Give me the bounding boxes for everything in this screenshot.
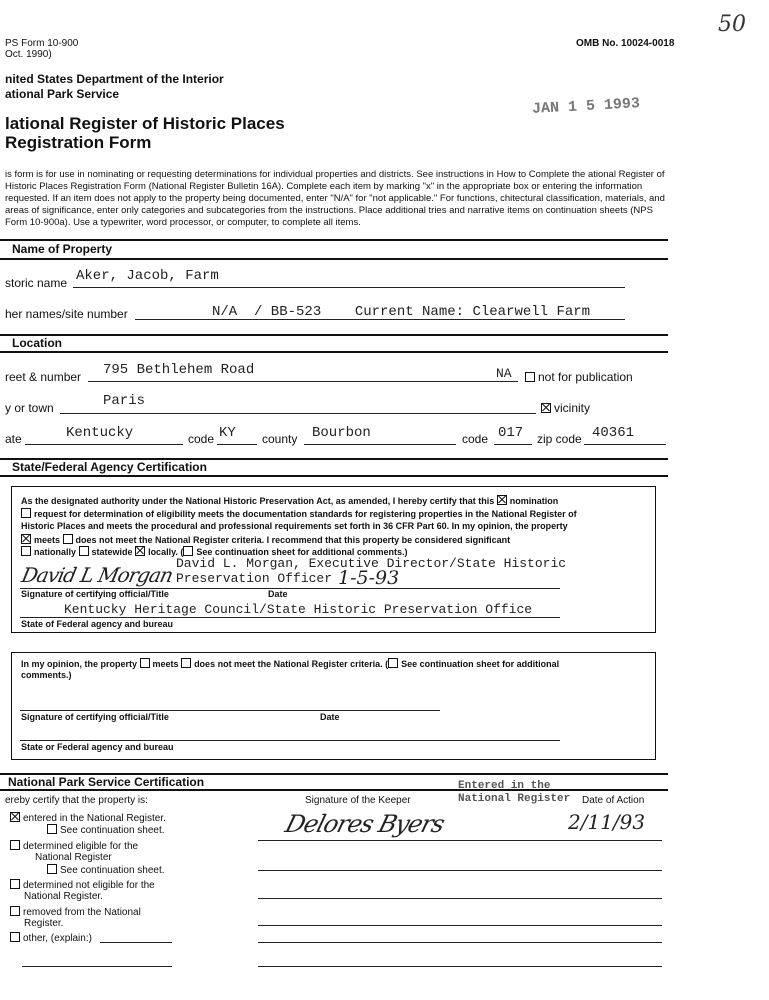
opinion-line-1: In my opinion, the property meets does not meet the National Register criteria. ( See continuation sheet for additional xyxy=(21,659,560,669)
vicinity-label: vicinity xyxy=(554,401,591,415)
keeper-label: Signature of the Keeper xyxy=(305,795,411,806)
field-line xyxy=(20,617,560,618)
cert-line-4: meets does not meet the National Register criteria. I recommend that this property be considered significant xyxy=(21,534,510,545)
na-value: NA xyxy=(496,366,512,381)
certifier-title: Preservation Officer xyxy=(176,571,333,586)
field-line xyxy=(100,942,172,943)
entered-stamp-line-2: National Register xyxy=(458,793,571,805)
state-label: ate xyxy=(5,432,22,446)
page-number: 50 xyxy=(718,12,746,37)
field-line xyxy=(258,870,662,871)
nfp-checkbox[interactable] xyxy=(525,372,535,382)
cert-line-3: Historic Places and meets the procedural and professional requirements set forth in 36 CFR Part 60. In my opinion, the property xyxy=(21,521,568,531)
opinion-not-meet-checkbox[interactable] xyxy=(181,658,191,668)
instructions-text: is form is for use in nominating or requesting determinations for individual properties and districts. See instructions in How to Complete the ational Register of Historic Places Registration Form (National Register Bulletin 16A). Complete each item by marking "x" in the appropriate box or entering the information requested. If an item does not apply to the property being documented, enter "N/A" for "not applicable." For functions, chitectural classification, materials, and areas of significance, enter only categories and subcategories from the instructions. Place additional tries and narrative items on continuation sheets (NPS Form 10-900a). Use a typewriter, word processor, or computer, to complete all items. xyxy=(5,169,665,228)
section-rule xyxy=(0,334,668,336)
does-not-meet-checkbox[interactable] xyxy=(63,534,73,544)
nfp-label: not for publication xyxy=(538,370,633,384)
service: ational Park Service xyxy=(5,87,120,101)
field-line xyxy=(22,966,172,967)
other-checkbox[interactable] xyxy=(10,932,20,942)
field-line xyxy=(304,444,456,445)
field-line xyxy=(258,942,662,943)
locally-checkbox[interactable] xyxy=(135,546,145,556)
signature-label: Signature of certifying official/Title xyxy=(21,589,169,599)
street-value: 795 Bethlehem Road xyxy=(103,362,255,378)
action-date: 2/11/93 xyxy=(568,810,646,834)
option-entered-continuation[interactable]: See continuation sheet. xyxy=(47,824,165,836)
cert-line-2: request for determination of eligibility meets the documentation standards for registering properties in the National Register of xyxy=(21,508,577,519)
entered-checkbox[interactable] xyxy=(10,812,20,822)
field-line xyxy=(258,966,662,967)
county-code-value: 017 xyxy=(498,425,524,441)
option-eligible[interactable]: determined eligible for the xyxy=(10,840,138,852)
continuation-checkbox[interactable] xyxy=(183,546,193,556)
continuation-checkbox[interactable] xyxy=(47,864,57,874)
historic-name-label: storic name xyxy=(5,276,68,290)
nationally-checkbox[interactable] xyxy=(21,546,31,556)
opinion-date-label: Date xyxy=(320,712,340,722)
section-name-of-property: Name of Property xyxy=(12,242,113,256)
city-value: Paris xyxy=(103,393,146,409)
option-entered[interactable]: entered in the National Register. xyxy=(10,812,166,824)
form-date: Oct. 1990) xyxy=(5,49,52,60)
eligible-checkbox[interactable] xyxy=(10,840,20,850)
nps-intro: ereby certify that the property is: xyxy=(5,795,148,806)
certification-date: 1-5-93 xyxy=(338,567,400,589)
meets-checkbox[interactable] xyxy=(21,534,31,544)
section-rule xyxy=(0,351,668,353)
field-line xyxy=(494,444,532,445)
continuation-checkbox[interactable] xyxy=(47,824,57,834)
opinion-meets-checkbox[interactable] xyxy=(140,658,150,668)
opinion-line-2: comments.) xyxy=(21,670,72,680)
field-line xyxy=(60,413,536,414)
omb-number: OMB No. 10024-0018 xyxy=(576,38,675,49)
zip-value: 40361 xyxy=(592,425,635,441)
option-not-eligible[interactable]: determined not eligible for the xyxy=(10,879,155,891)
field-line xyxy=(258,840,662,841)
section-rule xyxy=(0,239,668,241)
option-other[interactable]: other, (explain:) xyxy=(10,932,92,944)
request-checkbox[interactable] xyxy=(21,508,31,518)
field-line xyxy=(20,740,560,741)
vicinity-checkbox[interactable] xyxy=(541,403,551,413)
section-rule xyxy=(0,258,668,260)
county-label: county xyxy=(262,432,298,446)
agency-label: State of Federal agency and bureau xyxy=(21,619,174,629)
cert-line-5: nationally statewide locally. ( See continuation sheet for additional comments.) xyxy=(21,546,407,557)
field-line xyxy=(258,898,662,899)
county-value: Bourbon xyxy=(312,425,371,441)
state-code-value: KY xyxy=(219,425,236,441)
opinion-continuation-checkbox[interactable] xyxy=(388,658,398,668)
keeper-signature: Delores Byers xyxy=(282,810,448,838)
statewide-checkbox[interactable] xyxy=(79,546,89,556)
field-line xyxy=(88,381,518,382)
street-label: reet & number xyxy=(5,370,82,384)
other-names-value: N/A / BB-523 Current Name: Clearwell Farm xyxy=(212,304,591,320)
section-nps-cert: National Park Service Certification xyxy=(8,775,205,789)
option-eligible-continuation[interactable]: See continuation sheet. xyxy=(47,864,165,876)
not-eligible-checkbox[interactable] xyxy=(10,879,20,889)
historic-name-value: Aker, Jacob, Farm xyxy=(76,268,219,284)
option-not-eligible-line2: National Register. xyxy=(24,891,103,902)
vicinity[interactable] xyxy=(541,401,590,415)
other-names-label: her names/site number xyxy=(5,307,128,321)
form-subtitle: Registration Form xyxy=(5,133,152,152)
certifier-name: David L. Morgan, Executive Director/State Historic xyxy=(176,556,567,571)
received-stamp: JAN 1 5 1993 xyxy=(531,95,641,118)
form-number: PS Form 10-900 xyxy=(5,38,79,49)
cert-line-1: As the designated authority under the National Historic Preservation Act, as amended, I hereby certify that this nomination xyxy=(21,496,559,506)
nomination-checkbox[interactable] xyxy=(497,495,507,505)
field-line xyxy=(584,444,666,445)
field-line xyxy=(135,319,625,320)
not-for-publication[interactable] xyxy=(525,370,633,384)
opinion-signature-label: Signature of certifying official/Title xyxy=(21,712,169,722)
field-line xyxy=(25,444,183,445)
certifier-signature: David L Morgan xyxy=(19,563,175,587)
field-line xyxy=(258,925,662,926)
zip-label: zip code xyxy=(537,432,582,446)
section-location: Location xyxy=(12,336,62,350)
section-rule xyxy=(0,475,668,477)
section-rule xyxy=(0,789,668,791)
section-state-federal: State/Federal Agency Certification xyxy=(12,460,207,474)
department: nited States Department of the Interior xyxy=(5,72,224,86)
state-value: Kentucky xyxy=(66,425,134,441)
entered-stamp-line-1: Entered in the xyxy=(458,780,551,792)
field-line xyxy=(73,287,625,288)
field-line xyxy=(20,710,440,711)
state-code-label: code xyxy=(188,432,215,446)
option-removed-line2: Register. xyxy=(24,918,64,929)
form-title: lational Register of Historic Places xyxy=(5,114,285,133)
opinion-agency-label: State or Federal agency and bureau xyxy=(21,742,174,752)
option-removed[interactable]: removed from the National xyxy=(10,906,141,918)
city-label: y or town xyxy=(5,401,54,415)
date-label: Date xyxy=(268,589,288,599)
date-of-action-label: Date of Action xyxy=(582,795,645,806)
field-line xyxy=(217,444,257,445)
option-eligible-line2: National Register xyxy=(35,852,112,863)
removed-checkbox[interactable] xyxy=(10,906,20,916)
agency-value: Kentucky Heritage Council/State Historic Preservation Office xyxy=(64,602,533,617)
county-code-label: code xyxy=(462,432,489,446)
